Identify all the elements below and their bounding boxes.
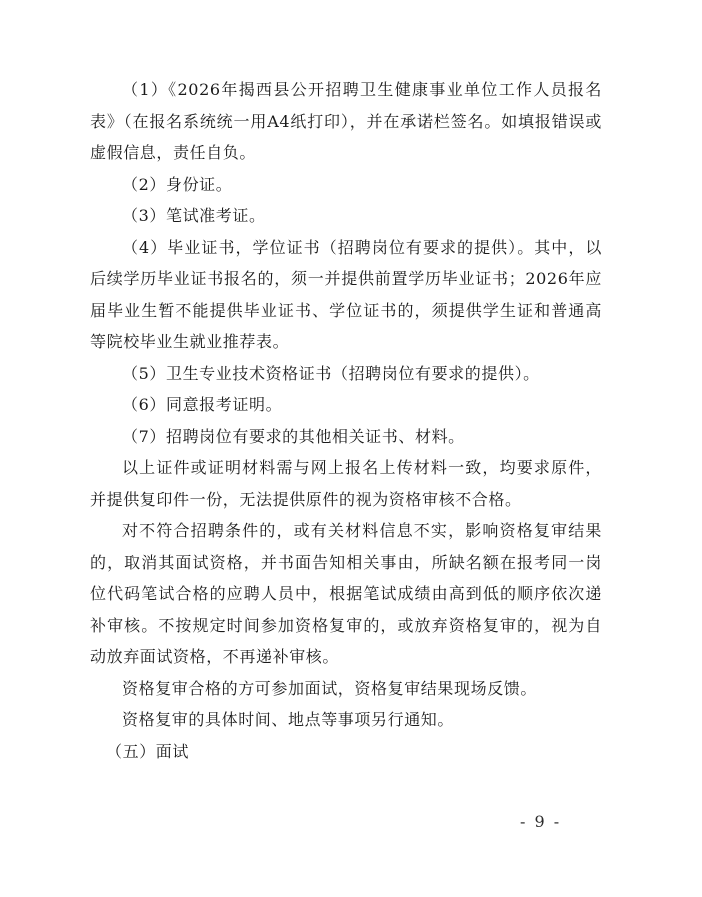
paragraph-originals-note: 以上证件或证明材料需与网上报名上传材料一致，均要求原件，并提供复印件一份，无法提供原件的视为资格审核不合格。: [90, 458, 602, 509]
paragraph-schedule-note: 资格复审的具体时间、地点等事项另行通知。: [122, 710, 455, 729]
paragraph-item-6: （6）同意报考证明。: [122, 395, 283, 414]
paragraph-item-5: （5）卫生专业技术资格证书（招聘岗位有要求的提供）。: [122, 363, 540, 383]
paragraph-item-3: （3）笔试准考证。: [122, 206, 266, 225]
paragraph-disqualify-note: 对不符合招聘条件的，或有关材料信息不实，影响资格复审结果的，取消其面试资格，并书面告知相关事由，所缺名额在报考同一岗位代码笔试合格的应聘人员中，根据笔试成绩由高到低的顺序依次递补审核。不按规定时间参加资格复审的，或放弃资格复审的，视为自动放弃面试资格，不再递补审核。: [90, 521, 602, 666]
document-body: [90, 74, 602, 767]
paragraph-item-4: （4）毕业证书，学位证书（招聘岗位有要求的提供）。其中，以后续学历毕业证书报名的，须一并提供前置学历毕业证书；2026年应届毕业生暂不能提供毕业证书、学位证书的，须提供学生证和普通高等院校毕业生就业推荐表。: [90, 237, 602, 351]
page-number: - 9 -: [520, 812, 562, 831]
paragraph-item-7: （7）招聘岗位有要求的其他相关证书、材料。: [122, 426, 465, 446]
section-heading-interview: （五）面试: [106, 741, 190, 761]
paragraph-item-1: （1）《2026年揭西县公开招聘卫生健康事业单位工作人员报名表》（在报名系统统一用A4纸打印），并在承诺栏签名。如填报错误或虚假信息，责任自负。: [90, 80, 602, 162]
paragraph-item-2: （2）身份证。: [122, 174, 233, 194]
paragraph-pass-note: 资格复审合格的方可参加面试，资格复审结果现场反馈。: [122, 678, 538, 698]
